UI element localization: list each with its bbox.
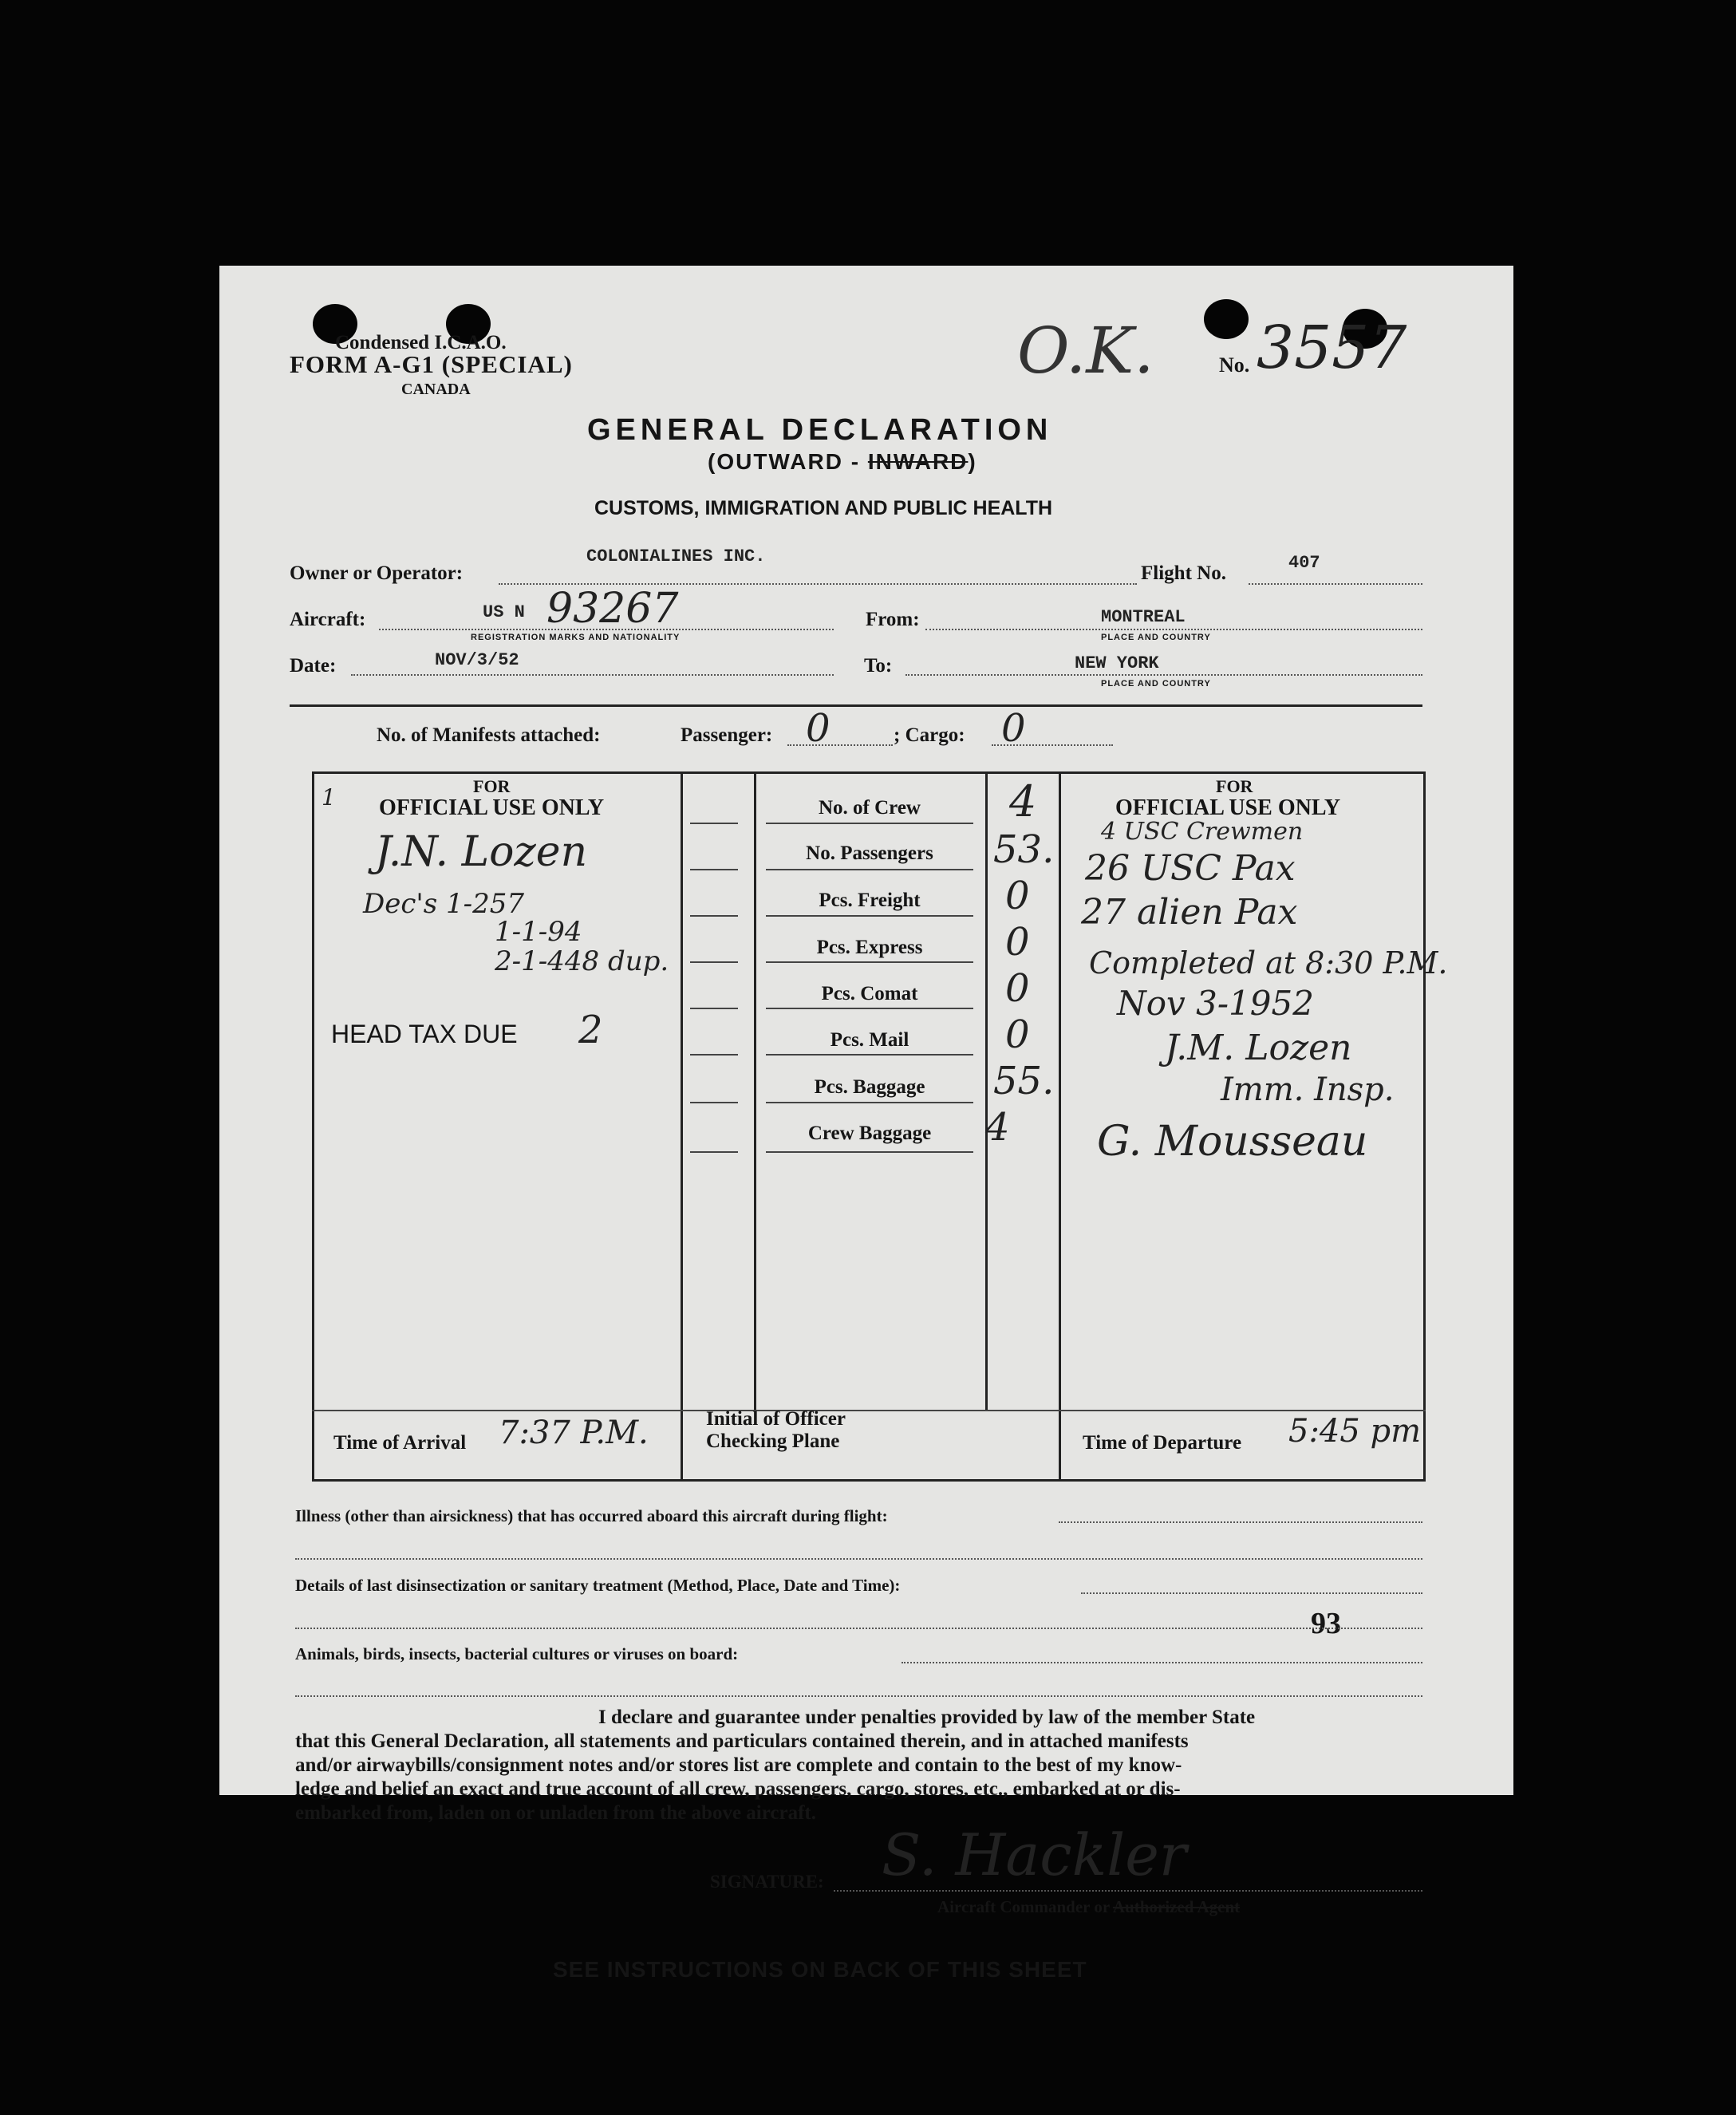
row-rule: [766, 915, 973, 917]
right-note: Nov 3-1952: [1117, 984, 1314, 1023]
disinsect-line-2: [295, 1628, 1422, 1629]
left-note: 1: [322, 784, 336, 811]
manifests-passenger-label: Passenger:: [681, 724, 773, 746]
to-caption: PLACE AND COUNTRY: [1101, 679, 1211, 689]
declaration-line: and/or airwaybills/consignment notes and/or stores list are complete and contain to the best of my know-: [295, 1754, 1182, 1776]
row-value-crew: 4: [1009, 776, 1037, 827]
to-line: [905, 674, 1422, 676]
from-value: MONTREAL: [1101, 607, 1186, 627]
table-divider: [985, 771, 988, 1410]
left-note: 1-1-94: [495, 916, 582, 948]
to-label: To:: [864, 655, 893, 677]
animals-line: [902, 1662, 1422, 1663]
arrival-value: 7:37 P.M.: [499, 1415, 649, 1451]
page-subtitle: CUSTOMS, IMMIGRATION AND PUBLIC HEALTH: [594, 497, 1053, 519]
left-official-header-1: FOR: [473, 776, 511, 796]
table-divider: [1059, 771, 1061, 1482]
row-rule: [766, 869, 973, 870]
declaration-line: ledge and belief an exact and true account of all crew, passengers, cargo, stores, etc., embarked at or dis-: [295, 1778, 1181, 1800]
header-divider: [290, 704, 1422, 707]
from-caption: PLACE AND COUNTRY: [1101, 633, 1211, 642]
row-rule: [766, 961, 973, 963]
arrival-label: Time of Arrival: [333, 1432, 467, 1454]
from-label: From:: [866, 609, 920, 630]
disinsect-value: 93: [1311, 1607, 1341, 1640]
form-number-value: 3557: [1257, 314, 1407, 382]
footer-instructions: SEE INSTRUCTIONS ON BACK OF THIS SHEET: [553, 1957, 1087, 1982]
head-tax-label: HEAD TAX DUE: [331, 1020, 518, 1048]
initial-label-1: Initial of Officer: [706, 1408, 846, 1430]
declaration-line: embarked from, laden on or unladen from the above aircraft.: [295, 1802, 816, 1824]
row-value-mail: 0: [1005, 1012, 1030, 1057]
aircraft-value: 93267: [546, 585, 679, 633]
right-official-header-2: OFFICIAL USE ONLY: [1115, 795, 1341, 820]
row-value-express: 0: [1005, 920, 1030, 965]
disinsect-line: [1081, 1592, 1422, 1594]
animals-line-2: [295, 1695, 1422, 1697]
right-note: 26 USC Pax: [1085, 848, 1296, 889]
to-value: NEW YORK: [1075, 653, 1159, 673]
row-rule: [690, 1054, 738, 1056]
row-rule: [690, 915, 738, 917]
departure-label: Time of Departure: [1083, 1432, 1242, 1454]
row-rule: [766, 1054, 973, 1056]
row-label-express: Pcs. Express: [816, 937, 923, 958]
row-rule: [690, 961, 738, 963]
row-rule: [690, 869, 738, 870]
form-header-line2: FORM A-G1 (SPECIAL): [290, 350, 573, 378]
row-label-crew: No. of Crew: [819, 797, 921, 819]
animals-label: Animals, birds, insects, bacterial cultures or viruses on board:: [295, 1644, 739, 1663]
flight-line: [1249, 583, 1422, 585]
row-label-freight: Pcs. Freight: [819, 890, 921, 911]
table-divider: [681, 771, 683, 1482]
signer-caption-commander: Aircraft Commander or: [937, 1897, 1113, 1916]
signer-caption-agent-struck: Authorized Agent: [1112, 1897, 1241, 1916]
illness-line-2: [295, 1558, 1422, 1560]
date-line: [351, 674, 834, 676]
page-subtitle-direction: [708, 449, 977, 475]
row-rule: [766, 1151, 973, 1153]
head-tax-value: 2: [578, 1008, 603, 1052]
date-label: Date:: [290, 655, 337, 677]
left-note: Dec's 1-257: [363, 888, 525, 920]
row-value-freight: 0: [1005, 874, 1030, 918]
row-label-baggage: Pcs. Baggage: [814, 1076, 925, 1098]
left-note: 2-1-448 dup.: [495, 945, 669, 977]
signature-line: [834, 1890, 1422, 1892]
departure-value: 5:45 pm: [1288, 1413, 1422, 1450]
row-label-crew-baggage: Crew Baggage: [807, 1123, 932, 1144]
direction-outward: (OUTWARD -: [708, 449, 868, 474]
row-rule: [690, 1151, 738, 1153]
row-label-comat: Pcs. Comat: [821, 983, 918, 1004]
form-header-line3: CANADA: [401, 381, 471, 398]
declaration-line: that this General Declaration, all statements and particulars contained therein, and in attached manifests: [295, 1730, 1189, 1752]
illness-line: [1059, 1521, 1422, 1523]
flight-label: Flight No.: [1141, 562, 1226, 584]
manifests-label: No. of Manifests attached:: [377, 724, 601, 746]
from-line: [925, 629, 1422, 630]
flight-value: 407: [1288, 553, 1320, 573]
row-rule: [690, 1102, 738, 1103]
row-rule: [766, 823, 973, 824]
signer-caption: [937, 1897, 1240, 1917]
right-note: Imm. Insp.: [1221, 1071, 1395, 1108]
aircraft-caption: REGISTRATION MARKS AND NATIONALITY: [471, 633, 681, 642]
owner-label: Owner or Operator:: [290, 562, 464, 584]
declaration-line: I declare and guarantee under penalties provided by law of the member State: [598, 1707, 1256, 1728]
right-note: 4 USC Crewmen: [1101, 818, 1304, 846]
right-note: Completed at 8:30 P.M.: [1089, 945, 1448, 981]
direction-close: ): [968, 449, 977, 474]
right-note: G. Mousseau: [1097, 1118, 1368, 1166]
direction-inward-struck: INWARD: [867, 449, 969, 474]
illness-label: Illness (other than airsickness) that has occurred aboard this aircraft during flight:: [295, 1506, 888, 1525]
row-rule: [690, 1008, 738, 1009]
date-value: NOV/3/52: [435, 650, 519, 670]
page-title: GENERAL DECLARATION: [587, 413, 1053, 447]
ok-mark: O.K.: [1017, 314, 1154, 388]
aircraft-prefix: US N: [483, 602, 525, 622]
aircraft-label: Aircraft:: [290, 609, 366, 630]
disinsect-label: Details of last disinsectization or sanitary treatment (Method, Place, Date and Time):: [295, 1576, 901, 1595]
signature-value: S. Hackler: [882, 1821, 1187, 1888]
manifests-passenger-line: [787, 744, 893, 746]
left-note: J.N. Lozen: [375, 828, 588, 876]
row-value-baggage: 55.: [993, 1059, 1055, 1103]
owner-value: COLONIALINES INC.: [586, 547, 766, 566]
form-number-label: No.: [1219, 353, 1250, 377]
form-header-line1: Condensed I.C.A.O.: [335, 332, 507, 353]
right-official-header-1: FOR: [1216, 776, 1253, 796]
initial-label-2: Checking Plane: [706, 1430, 840, 1452]
right-note: J.M. Lozen: [1165, 1028, 1352, 1068]
row-value-comat: 0: [1005, 966, 1030, 1011]
manifests-cargo-label: ; Cargo:: [894, 724, 965, 746]
row-rule: [766, 1102, 973, 1103]
declaration-sheet: [219, 266, 1513, 1982]
row-label-passengers: No. Passengers: [806, 842, 933, 864]
row-rule: [690, 823, 738, 824]
table-footer-line: [312, 1410, 1426, 1411]
row-rule: [766, 1008, 973, 1009]
signature-label: SIGNATURE:: [710, 1872, 824, 1892]
manifests-cargo-value: 0: [1001, 706, 1026, 751]
punch-hole: [1204, 299, 1249, 339]
left-official-header-2: OFFICIAL USE ONLY: [379, 795, 605, 820]
row-value-passengers: 53.: [993, 827, 1055, 872]
manifests-passenger-value: 0: [806, 706, 831, 751]
table-divider: [754, 771, 756, 1410]
row-value-crew-baggage: 4: [985, 1105, 1010, 1150]
row-label-mail: Pcs. Mail: [830, 1029, 909, 1051]
right-note: 27 alien Pax: [1081, 892, 1298, 933]
